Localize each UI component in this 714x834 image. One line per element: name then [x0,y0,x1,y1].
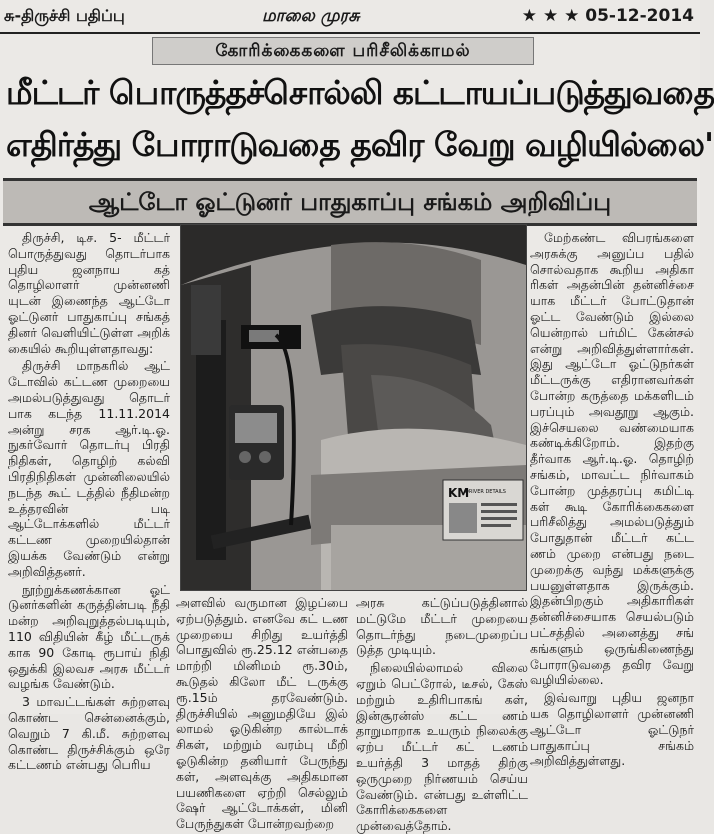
auto-meter-photo [180,224,527,591]
edition-label: சு-திருச்சி பதிப்பு [4,6,125,25]
paragraph: 3 மாவட்டங்கள் சுற்றளவு கொண்ட சென்னைக்கும், வெறும் 7 கி.மீ. சுற்றளவு கொண்ட திருச்சிக்கும் ஒரே கட்டணம் என்பது பெரிய [8,694,170,773]
body-column-2 [176,595,348,832]
paragraph: திருச்சி மாநகரில் ஆட் டோவில் கட்டண முறையை அமல்படுத்துவது தொடர் பாக கடந்த 11.11.2014 அன்று சரக ஆர்.டி.ஓ. நுகர்வோர் தொடர்பு பிரதி நிதிகள், தொழிற் கல்வி பிரதிநிதிகள் முன்னிலையில் நடந்த கூட் டத்தில் நீதிமன்ற உத்தரவின் படி ஆட்டோக்களில் மீட்டர் கட்டண முறையில்தான் இயக்க வேண்டும் என்று அறிவித்தனர். [8,358,170,579]
paragraph: திருச்சி, டிச. 5- மீட்டர் பொருத்துவது தொடர்பாக புதிய ஜனநாய கத் தொழிலாளர் முன்னணி யுடன் இணைந்த ஆட்டோ ஓட்டுனர் பாதுகாப்பு சங்கத் தினர் வெளியிட்டுள்ள அறிக் கையில் கூறியுள்ளதாவது: [8,230,170,356]
photo-illustration [181,225,526,590]
paper-name: மாலை முரசு [262,6,360,26]
paragraph: மேற்கண்ட விபரங்களை அரசுக்கு அனுப்ப பதில் சொல்வதாக கூறிய அதிகா ரிகள் அதன்பின் தன்னிச்சை யாக மீட்டர் போட்டுதான் ஓட்ட வேண்டும் இல்லை யென்றால் பர்மிட் கேன்சல் என்று அறிவித்துள்ளார்கள். இது ஆட்டோ ஓட்டுநர்கள் மீட்டருக்கு எதிரானவர்கள் போன்ற கருத்தை மக்களிடம் பரப்பும் அவதூறு ஆகும். இச்செயலை வண்மையாக கண்டிக்கிறோம். இதற்கு தீர்வாக ஆர்.டி.ஓ. தொழிற் சங்கம், மாவட்ட நிர்வாகம் போன்ற முத்தரப்பு கமிட்டி கள் கூடி கோரிக்கைகளை பரிசீலித்து அமல்படுத்தும் போதுதான் மீட்டர் கட்ட ணம் முறை என்பது நடை முறைக்கு வந்து மக்களுக்கு பயனுள்ளதாக இருக்கும். இதன்பிறகும் அதிகாரிகள் தன்னிச்சையாக செயல்படும் பட்சத்தில் அனைத்து சங் கங்களும் ஒருங்கிணைந்து போராடுவதை தவிர வேறு வழியில்லை. [530,230,694,688]
paragraph: நிலையில்லாமல் விலை ஏறும் பெட்ரோல், டீசல், கேஸ் மற்றும் உதிரிபாகங் கள், இன்சூரன்ஸ் கட்ட ணம் தாறுமாறாக உயரும் நிலைக்கு ஏற்ப மீட்டர் கட் டணம் உயர்த்தி 3 மாதத் திற்கு ஒருமுறை நிர்ணயம் செய்ய வேண்டும். என்பது உள்ளிட்ட கோரிக்கைகளை முன்வைத்தோம். [356,660,528,834]
headline-line-2: எதிர்த்து போராடுவதை தவிர வேறு வழியில்லை' [6,125,714,164]
masthead-strip [0,0,700,34]
article-subhead: ஆட்டோ ஓட்டுனர் பாதுகாப்பு சங்கம் அறிவிப்பு [3,178,697,226]
paragraph: அரசு கட்டுப்படுத்தினால் மட்டுமே மீட்டர் முறையை தொடர்ந்து நடைமுறைப்ப டுத்த முடியும். [356,595,528,658]
paragraph: அளவில் வருமான இழப்பை ஏற்படுத்தும். எனவே கட் டண முறையை சிறிது உயர்த்தி பொதுவில் ரூ.25.12 என்பதை மாற்றி மினிமம் ரூ.30ம், கூடுதல் கிலோ மீட் டருக்கு ரூ.15ம் தரவேண்டும். திருச்சியில் அனுமதியே இல் லாமல் ஓடுகின்ற கால்டாக் சிகள், மற்றும் வரம்பு மீறி ஓடுகின்ற தனியார் பேருந்து கள், அளவுக்கு அதிகமான பயணிகளை ஏற்றி செல்லும் ஷேர் ஆட்டோக்கள், மினி பேருந்துகள் போன்றவற்றை [176,595,348,832]
body-column-3 [356,595,528,834]
body-column-4 [530,230,694,769]
issue-date: ★ ★ ★ 05-12-2014 [521,6,694,26]
paragraph: நூற்றுக்கணக்கான ஓட் டுனர்களின் கருத்தின்படி நீதி மன்ற அறிவுறுத்தல்படியும், 110 விதியின் கீழ் மீட்டருக் காக 90 கோடி ரூபாய் நிதி ஒதுக்கி இலவச அரசு மீட்டர் வழங்க வேண்டும். [8,581,170,692]
sticker-km-text: KM [448,486,470,500]
paragraph: இவ்வாறு புதிய ஜனநா யக தொழிலாளர் முன்னணி ஆட்டோ ஓட்டுநர் பாதுகாப்பு சங்கம் அறிவித்துள்ளது. [530,690,694,769]
body-column-1 [8,230,170,773]
headline-line-1: மீட்டர் பொருத்தச்சொல்லி கட்டாயப்படுத்துவதை [6,73,714,112]
sticker-driver-text: DRIVER DETAILS [465,489,506,495]
article-kicker: கோரிக்கைகளை பரிசீலிக்காமல் [152,37,534,65]
